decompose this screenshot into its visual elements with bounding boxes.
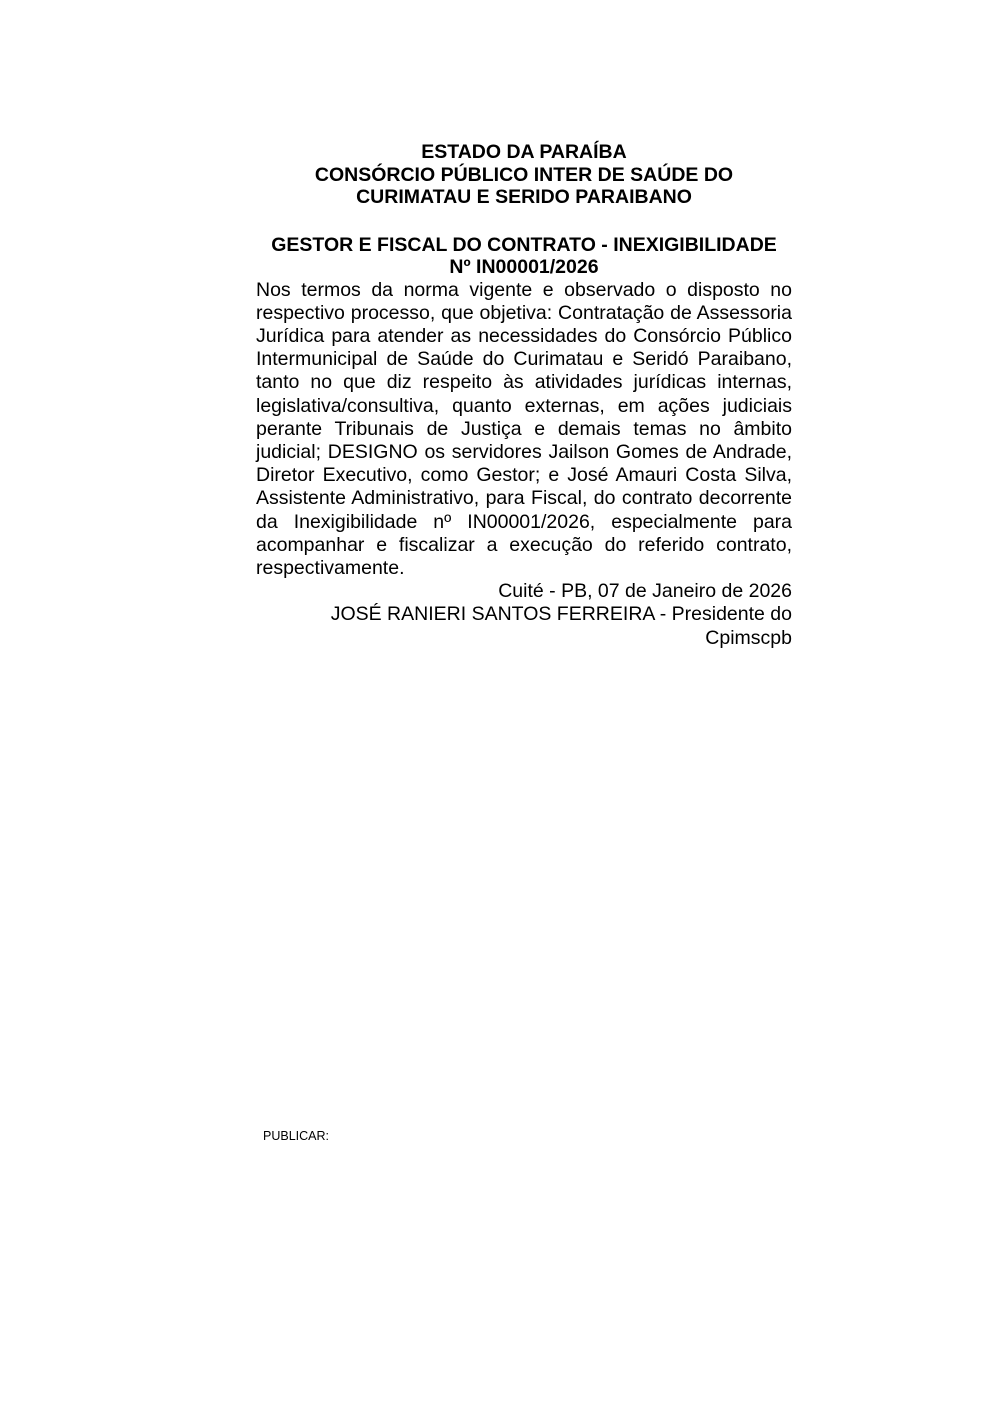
place-date: Cuité - PB, 07 de Janeiro de 2026: [498, 580, 792, 603]
publicar-label: PUBLICAR:: [263, 1129, 329, 1143]
header-region: CURIMATAU E SERIDO PARAIBANO: [356, 186, 692, 208]
document-title: GESTOR E FISCAL DO CONTRATO - INEXIGIBILIDADE: [271, 233, 777, 256]
document-number: Nº IN00001/2026: [449, 256, 599, 278]
header-consortium: CONSÓRCIO PÚBLICO INTER DE SAÚDE DO: [314, 163, 734, 186]
publication-block: [256, 141, 792, 650]
header-state: ESTADO DA PARAÍBA: [421, 141, 627, 163]
body-paragraph: Nos termos da norma vigente e observado o disposto no respectivo processo, que objetiva: Contratação de Assessoria Jurídica para atender as necessidades do Consórcio Público Intermunicipal de Saúde do Curimatau e Seridó Paraibano, tanto no que diz respeito às atividades jurídicas internas, legislativa/consultiva, quanto externas, em ações judiciais perante Tribunais de Justiça e demais temas no âmbito judicial; DESIGNO os servidores Jailson Gomes de Andrade, Diretor Executivo, como Gestor; e José Amauri Costa Silva, Assistente Administrativo, para Fiscal, do contrato decorrente da Inexigibilidade nº IN00001/2026, especialmente para acompanhar e fiscalizar a execução do referido contrato, respectivamente.: [256, 278, 792, 579]
spacer: [256, 209, 792, 234]
signature: JOSÉ RANIERI SANTOS FERREIRA - Presidente do Cpimscpb: [330, 603, 792, 649]
